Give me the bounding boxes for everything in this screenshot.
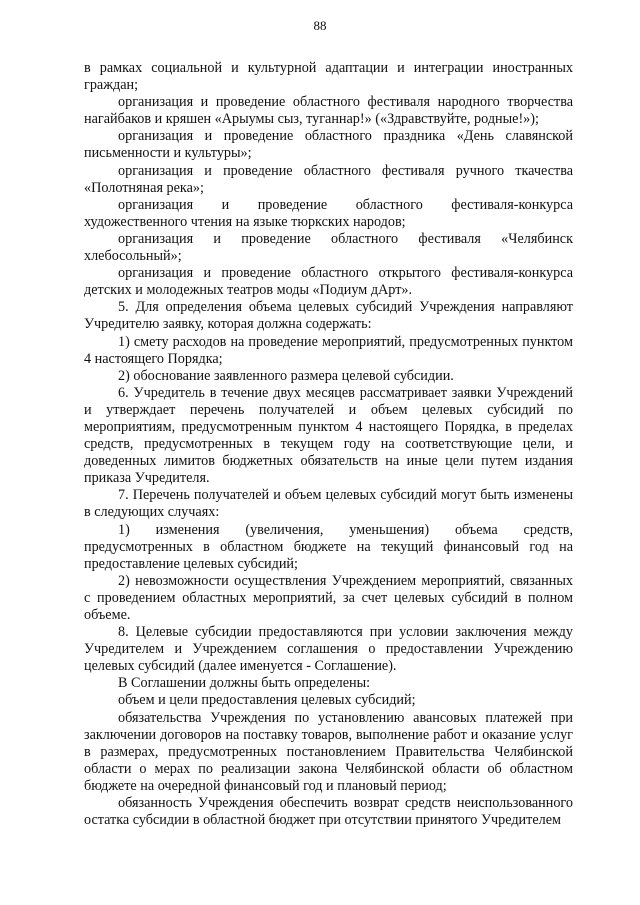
paragraph-clause-6: 6. Учредитель в течение двух месяцев рассматривает заявки Учреждений и утверждает перечень получателей и объем целевых субсидий по мероприятиям, предусмотренным пунктом 4 настоящего Порядка, в пределах средств, предусмотренных в текущем году на соответствующие цели, и доведенных лимитов бюджетных обязательств на иные цели путем издания приказа Учредителя.: [84, 384, 573, 487]
paragraph-clause-5-item-2: 2) обоснование заявленного размера целевой субсидии.: [118, 367, 454, 384]
document-body: [84, 60, 573, 829]
paragraph-clause-5: 5. Для определения объема целевых субсидий Учреждения направляют Учредителю заявку, которая должна содержать:: [84, 299, 573, 333]
paragraph-agreement-volume: объем и цели предоставления целевых субсидий;: [118, 692, 416, 709]
paragraph-continuation: в рамках социальной и культурной адаптации и интеграции иностранных граждан;: [84, 60, 573, 94]
page-number: 88: [313, 18, 327, 33]
paragraph-fashion-theatres: организация и проведение областного открытого фестиваля-конкурса детских и молодежных театров моды «Подиум дАрт».: [84, 265, 573, 299]
paragraph-slavic-writing-day: организация и проведение областного праздника «День славянской письменности и культуры»;: [84, 128, 573, 162]
paragraph-clause-7-item-2: 2) невозможности осуществления Учреждением мероприятий, связанных с проведением областных мероприятий, за счет целевых субсидий в полном объеме.: [84, 572, 573, 623]
paragraph-clause-8: 8. Целевые субсидии предоставляются при условии заключения между Учредителем и Учреждением соглашения о предоставлении Учреждению целевых субсидий (далее именуется - Соглашение).: [84, 624, 573, 675]
paragraph-chelyabinsk-festival: организация и проведение областного фестиваля «Челябинск хлебосольный»;: [84, 230, 573, 265]
paragraph-turkic-reading-contest: организация и проведение областного фестиваля-конкурса художественного чтения на языке тюркских народов;: [84, 196, 573, 230]
paragraph-festival-nagaybak: организация и проведение областного фестиваля народного творчества нагайбаков и кряшен «Арыумы сыз, туганнар!» («Здравствуйте, родные!»);: [84, 94, 573, 128]
paragraph-clause-7-item-1: 1) изменения (увеличения, уменьшения) объема средств, предусмотренных в областном бюджете на текущий финансовый год на предоставление целевых субсидий;: [84, 521, 573, 572]
paragraph-agreement-intro: В Соглашении должны быть определены:: [118, 675, 371, 692]
paragraph-clause-5-item-1: 1) смету расходов на проведение мероприятий, предусмотренных пунктом 4 настоящего Порядка;: [84, 333, 573, 367]
paragraph-weaving-festival: организация и проведение областного фестиваля ручного ткачества «Полотняная река»;: [84, 162, 573, 196]
paragraph-agreement-refund: обязанность Учреждения обеспечить возврат средств неиспользованного остатка субсидии в областной бюджет при отсутствии принятого Учредителем: [84, 795, 573, 829]
paragraph-agreement-obligations: обязательства Учреждения по установлению авансовых платежей при заключении договоров на поставку товаров, выполнение работ и оказание услуг в размерах, предусмотренных постановлением Правительства Челябинской области о мерах по реализации закона Челябинской области об областном бюджете на очередной финансовый год и плановый период;: [84, 709, 573, 794]
paragraph-clause-7: 7. Перечень получателей и объем целевых субсидий могут быть изменены в следующих случаях:: [84, 487, 573, 521]
